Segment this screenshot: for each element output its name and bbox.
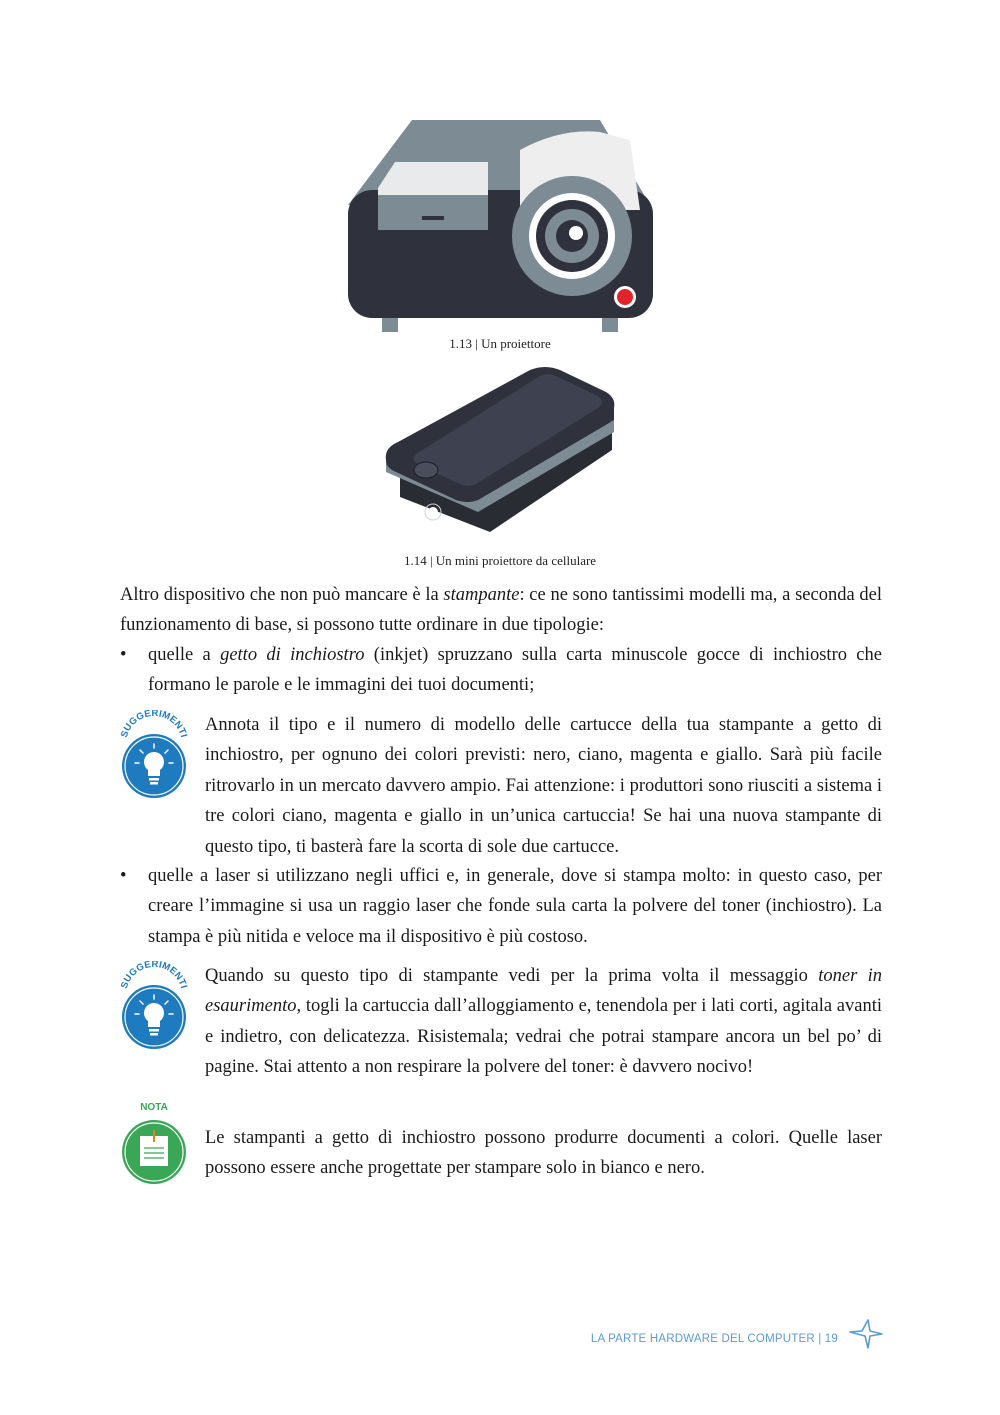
note-text: Le stampanti a getto di inchiostro possono produrre documenti a colori. Quelle laser possono essere anche progettate per stampare solo in bianco e nero. xyxy=(205,1128,882,1179)
mini-projector-figure xyxy=(0,362,1000,542)
tip-text: Quando su questo tipo di stampante vedi per la prima volta il messaggio toner in esaurimento, togli la cartuccia dall’alloggiamento e, tenendola per i lati corti, agitala avanti e indietro, con delicatezza. Risistemala; vedrai che potrai stampare ancora un bel po’ di pagine. Stai attento a non respirare la polvere del toner: è davvero nocivo! xyxy=(205,966,882,1078)
star-logo-icon xyxy=(848,1318,884,1350)
projector-illustration xyxy=(0,110,1000,335)
lightbulb-tip-icon xyxy=(118,710,190,800)
list-item-text: quelle a getto di inchiostro (inkjet) spruzzano sulla carta minuscole gocce di inchiostro che formano le parole e le immagini dei tuoi documenti; xyxy=(148,645,882,696)
list-item xyxy=(120,861,882,952)
intro-emphasis: stampante xyxy=(443,585,520,605)
note-box xyxy=(118,1098,882,1184)
list-item-text: quelle a laser si utilizzano negli uffici e, in generale, dove si stampa molto: in questo caso, per creare l’immagine si usa un raggio laser che fonde sula carta la polvere del toner (inchiostro). La stampa è più nitida e veloce ma il dispositivo è più costoso. xyxy=(148,866,882,947)
bullet-dot: • xyxy=(120,645,127,665)
tip-box xyxy=(118,961,882,1083)
tip-text: Annota il tipo e il numero di modello delle cartucce della tua stampante a getto di inchiostro, per ognuno dei colori previsti: nero, ciano, magenta e giallo. Sarà più facile ritrovarlo in un mercato davvero ampio. Fai attenzione: i produttori sono riusciti a sistema i tre colori ciano, magenta e giallo in un’unica cartuccia! Se hai una nuova stampante di questo tipo, ti basterà fare la scorta di sole due cartucce. xyxy=(205,715,882,857)
projector-figure xyxy=(0,110,1000,335)
intro-paragraph xyxy=(120,580,882,641)
lightbulb-tip-icon xyxy=(118,961,190,1051)
intro-text-end: : ce ne sono tantissimi modelli ma, a seconda del funzionamento di base, si possono tutte ordinare in due tipologie: xyxy=(120,585,882,636)
tip-badge-label: SUGGERIMENTI xyxy=(118,710,190,739)
note-badge-label: NOTA xyxy=(140,1102,168,1113)
tip-box xyxy=(118,710,882,862)
list-item xyxy=(120,640,882,701)
page-footer: LA PARTE HARDWARE DEL COMPUTER | 19 xyxy=(590,1333,838,1345)
tip-badge-label: SUGGERIMENTI xyxy=(118,961,190,990)
figure-caption: 1.13 | Un proiettore xyxy=(449,336,551,351)
note-icon xyxy=(118,1098,190,1188)
intro-text: Altro dispositivo che non può mancare è la xyxy=(120,585,444,605)
bullet-dot: • xyxy=(120,866,127,886)
mini-phone-projector-illustration xyxy=(0,362,1000,542)
figure-caption: 1.14 | Un mini proiettore da cellulare xyxy=(403,553,597,568)
